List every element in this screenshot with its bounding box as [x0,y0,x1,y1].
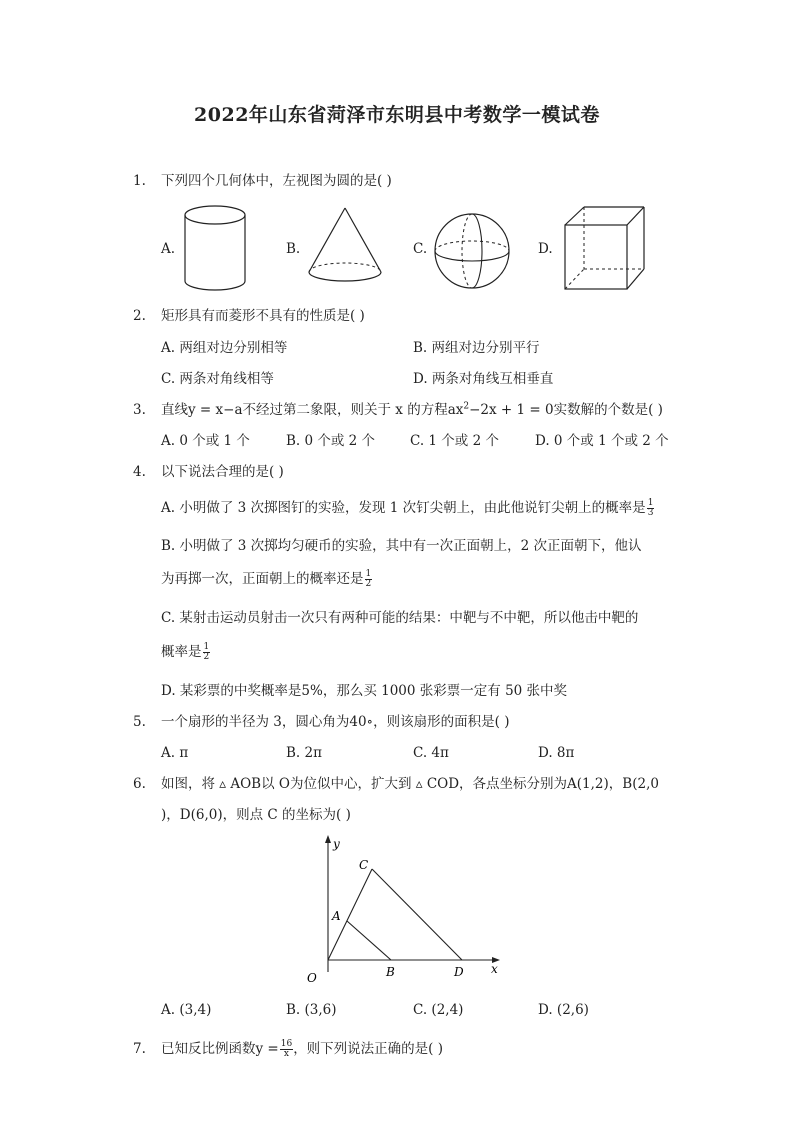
q4-option-a-fraction [647,499,655,518]
q4-option-c-text: 概率是 [161,644,202,660]
segment-CD [372,869,462,960]
segment-AB [347,921,391,960]
q6-option-b: B. (3,6) [286,1002,337,1018]
q2-option-a: A. 两组对边分别相等 [161,340,288,356]
q7-stem-part-a: 已知反比例函数y = [161,1041,279,1057]
q2-option-b: B. 两组对边分别平行 [413,340,540,356]
q6-option-c: C. (2,4) [413,1002,464,1018]
q1-option-c-label: C. [413,241,428,257]
cone-figure [305,206,385,286]
y-axis-label: y [333,837,340,851]
q5-option-b: B. 2π [286,745,322,761]
q5-option-a: A. π [161,745,189,761]
q4-number: 4. [133,464,146,480]
q4-option-b-fraction [365,570,373,589]
fraction-denominator: x [283,1049,289,1059]
y-axis-arrow-icon [325,835,331,843]
q3-option-a: A. 0 个或 1 个 [161,433,250,449]
q5-number: 5. [133,714,146,730]
q4-option-c-line2 [161,643,210,662]
fraction-numerator: 1 [647,498,654,508]
q1-option-b-label: B. [286,241,301,257]
q3-option-d: D. 0 个或 1 个或 2 个 [535,433,669,449]
q7-stem-part-b: ，则下列说法正确的是( ) [293,1041,444,1057]
q3-stem-exponent: 2 [463,401,470,412]
q4-option-c-fraction [203,643,211,662]
q6-coordinate-figure [295,830,510,985]
q6-stem-line1: 如图，将 ▵ AOB以 O为位似中心，扩大到 ▵ COD，各点坐标分别为A(1,2)，B(2,0 [161,776,659,792]
point-label-B: B [386,965,395,979]
q4-option-b-line2 [161,570,372,589]
q1-stem: 下列四个几何体中，左视图为圆的是( ) [161,173,392,189]
q5-option-d: D. 8π [538,745,575,761]
x-axis-label: x [491,962,498,976]
fraction-numerator: 1 [203,642,210,652]
q5-option-c: C. 4π [413,745,449,761]
point-label-O: O [307,971,317,985]
q4-option-b-line1: B. 小明做了 3 次掷均匀硬币的实验，其中有一次正面朝上，2 次正面朝下，他认 [161,538,642,554]
q6-stem-line2: )，D(6,0)，则点 C 的坐标为( ) [161,807,351,823]
point-label-D: D [454,965,464,979]
q3-option-c: C. 1 个或 2 个 [410,433,499,449]
q7-number: 7. [133,1041,146,1057]
cube-figure [560,203,650,295]
q3-stem-part-b: −2x + 1 = 0实数解的个数是( ) [469,402,663,418]
sphere-figure [430,209,514,293]
cylinder-figure [180,203,250,295]
q3-stem [161,401,663,419]
q2-option-d: D. 两条对角线互相垂直 [413,371,554,387]
q4-stem: 以下说法合理的是( ) [161,464,284,480]
q6-option-a: A. (3,4) [161,1002,212,1018]
q6-option-d: D. (2,6) [538,1002,589,1018]
q3-stem-part-a: 直线y = x−a不经过第二象限，则关于 x 的方程ax [161,402,464,418]
point-label-A: A [332,909,341,923]
fraction-denominator: 2 [203,652,210,662]
q7-fraction [280,1040,293,1059]
point-label-C: C [359,858,369,872]
q6-number: 6. [133,776,146,792]
q1-number: 1. [133,173,146,189]
q7-stem [161,1040,443,1059]
page-title: 2022年山东省菏泽市东明县中考数学一模试卷 [194,104,600,126]
q4-option-c-line1: C. 某射击运动员射击一次只有两种可能的结果：中靶与不中靶，所以他击中靶的 [161,610,639,626]
q2-option-c: C. 两条对角线相等 [161,371,274,387]
q4-option-b-text: 为再掷一次，正面朝上的概率还是 [161,571,364,587]
q2-stem: 矩形具有而菱形不具有的性质是( ) [161,308,365,324]
q1-option-a-label: A. [161,241,176,257]
fraction-numerator: 16 [280,1039,293,1049]
fraction-denominator: 2 [365,579,372,589]
fraction-denominator: 3 [647,508,654,518]
fraction-numerator: 1 [365,569,372,579]
q4-option-a [161,499,654,518]
q5-stem: 一个扇形的半径为 3，圆心角为40∘，则该扇形的面积是( ) [161,714,510,730]
q3-number: 3. [133,402,146,418]
q1-option-d-label: D. [538,241,553,257]
q3-option-b: B. 0 个或 2 个 [286,433,376,449]
q4-option-d: D. 某彩票的中奖概率是5%，那么买 1000 张彩票一定有 50 张中奖 [161,683,568,699]
q4-option-a-text: A. 小明做了 3 次掷图钉的实验，发现 1 次钉尖朝上，由此他说钉尖朝上的概率是 [161,500,646,516]
q2-number: 2. [133,308,146,324]
